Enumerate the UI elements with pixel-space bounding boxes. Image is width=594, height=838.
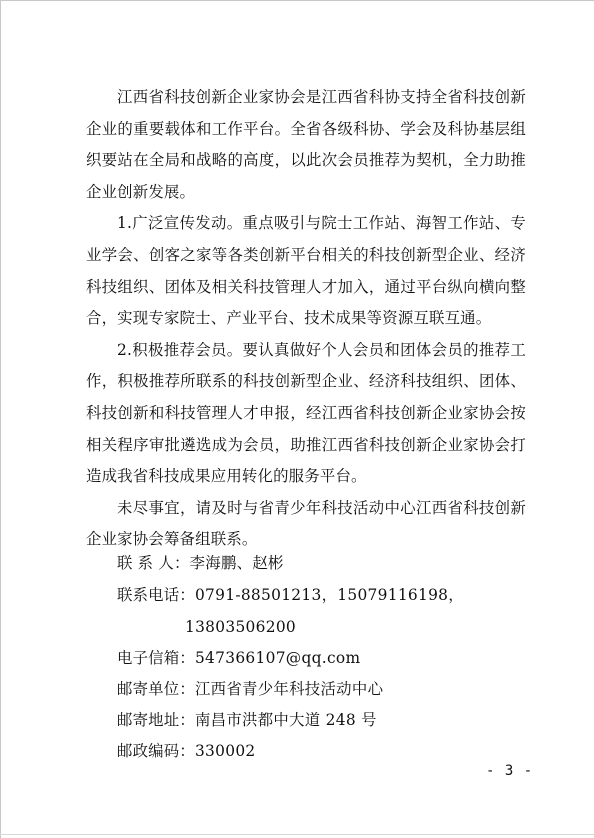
contact-unit-line (117, 679, 383, 699)
document-body (86, 82, 526, 556)
item-2-paragraph: 2.积极推荐会员。要认真做好个人会员和团体会员的推荐工作，积极推荐所联系的科技创新型企业、经济科技组织、团体、科技创新和科技管理人才申报，经江西省科技创新企业家协会按相关程序审批遴选成为会员，助推江西省科技创新企业家协会打造成我省科技成果应用转化的服务平台。 (86, 340, 526, 486)
page-edge-bottom (0, 834, 594, 835)
contact-email-line (117, 648, 360, 668)
contact-address-label: 邮寄地址： (117, 711, 195, 729)
contact-person-line (117, 553, 284, 573)
contact-zip-value: 330002 (194, 742, 256, 760)
intro-paragraph: 江西省科技创新企业家协会是江西省科协支持全省科技创新企业的重要载体和工作平台。全省各级科协、学会及科协基层组织要站在全局和战略的高度，以此次会员推荐为契机，全力助推企业创新发展。 (86, 88, 526, 201)
contact-phone-label: 联系电话： (117, 586, 195, 604)
contact-unit-value: 江西省青少年科技活动中心 (194, 680, 384, 698)
page-number: - 3 - (486, 763, 534, 779)
contact-address-line (117, 710, 377, 730)
contact-email-value: 547366107@qq.com (194, 649, 361, 667)
contact-address-value: 南昌市洪都中大道 248 号 (194, 711, 377, 729)
page-edge-top (0, 0, 594, 1)
contact-email-label: 电子信箱： (117, 649, 195, 667)
contact-person-label: 联 系 人： (117, 554, 190, 572)
item-1-paragraph: 1.广泛宣传发动。重点吸引与院士工作站、海智工作站、专业学会、创客之家等各类创新平台相关的科技创新型企业、经济科技组织、团体及相关科技管理人才加入，通过平台纵向横向整合，实现专家院士、产业平台、技术成果等资源互联互通。 (86, 214, 526, 328)
contact-person-value: 李海鹏、赵彬 (189, 554, 284, 572)
contact-zip-label: 邮政编码： (117, 742, 195, 760)
contact-phone-value-1: 0791-88501213，15079116198， (194, 586, 464, 604)
contact-phone-line (117, 585, 464, 637)
contact-unit-label: 邮寄单位： (117, 680, 195, 698)
closing-paragraph: 未尽事宜，请及时与省青少年科技活动中心江西省科技创新企业家协会筹备组联系。 (86, 498, 526, 549)
contact-zip-line (117, 741, 256, 761)
contact-phone-value-2: 13803506200 (185, 618, 297, 636)
page-edge-left (0, 0, 1, 838)
